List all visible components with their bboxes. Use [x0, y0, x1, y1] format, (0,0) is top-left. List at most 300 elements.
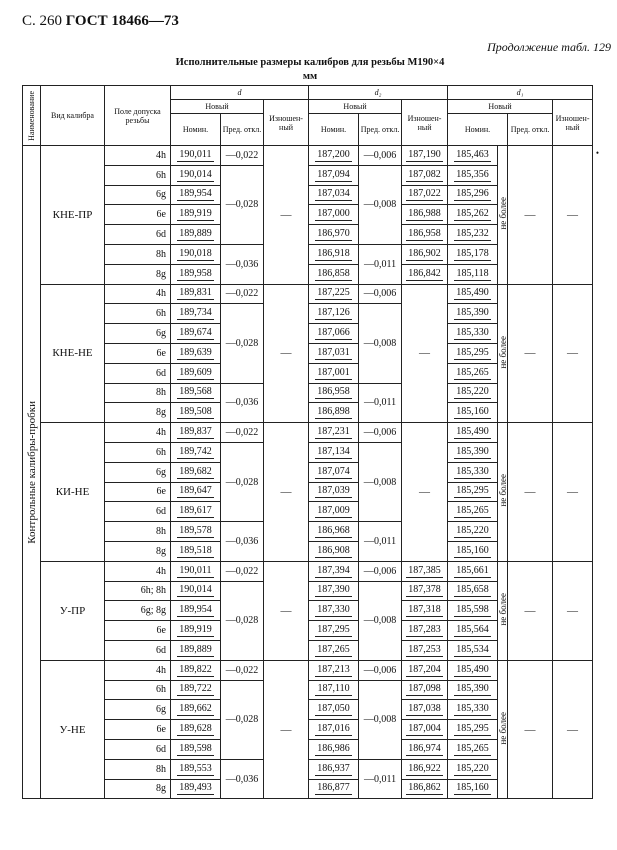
dash-value: —: [524, 723, 536, 736]
tolerance-cell: [105, 720, 171, 740]
d2-worn: [402, 284, 448, 423]
d1-nominal: [448, 739, 498, 759]
dash-value: —: [567, 208, 579, 221]
d2-nominal: [309, 343, 359, 363]
d2-nominal: [309, 482, 359, 502]
d1-value: 185,390: [456, 683, 489, 695]
d2-value: 187,126: [317, 307, 350, 319]
d2-nominal: [309, 264, 359, 284]
tolerance-value: 8h: [156, 387, 166, 399]
d-nominal: [171, 363, 221, 383]
d-deviation-value: —0,028: [225, 337, 259, 349]
col-d1: d₁: [448, 86, 593, 100]
d1-worn: [553, 561, 593, 660]
d-value: 189,958: [179, 267, 212, 279]
ne-bolee-label: не более: [498, 711, 509, 745]
d1-value: 185,178: [456, 247, 489, 259]
d-nominal: [171, 165, 221, 185]
dash-value: —: [567, 485, 579, 498]
d2-nominal: [309, 225, 359, 245]
d1-value: 185,390: [456, 445, 489, 457]
d2-value: 187,110: [317, 683, 350, 695]
tolerance-value: 6e: [156, 347, 166, 359]
d2-nominal: [309, 581, 359, 601]
d-worn: [264, 561, 309, 660]
d-value: 189,639: [179, 346, 212, 358]
gauge-kind: У-НЕ: [41, 660, 105, 799]
d-nominal: [171, 779, 221, 799]
d1-nominal: [448, 205, 498, 225]
d2-deviation: [359, 423, 402, 443]
d1-nominal: [448, 284, 498, 304]
tolerance-value: 6g: [156, 704, 166, 716]
d2-value: 187,050: [317, 703, 350, 715]
d-value: 189,553: [179, 762, 212, 774]
col-d: d: [171, 86, 309, 100]
d-value: 190,018: [179, 247, 212, 259]
d-deviation: [221, 522, 264, 562]
tolerance-cell: [105, 739, 171, 759]
d2-worn: [402, 700, 448, 720]
col-d-pred: Пред. откл.: [221, 114, 264, 146]
col-tolerance: Поле допуска резьбы: [105, 86, 171, 146]
d-deviation-value: —0,022: [225, 149, 259, 161]
d-deviation: [221, 561, 264, 581]
d2-value: 187,330: [317, 604, 350, 616]
d-value: 190,014: [179, 168, 212, 180]
d-value: 189,954: [179, 604, 212, 616]
d-value: 189,837: [179, 426, 212, 438]
gost-number: ГОСТ 18466—73: [65, 13, 179, 29]
d2-nominal: [309, 561, 359, 581]
dash-value: —: [280, 604, 292, 617]
tolerance-cell: [105, 304, 171, 324]
dash-value: —: [280, 208, 292, 221]
ne-bolee-label: не более: [498, 474, 509, 507]
d-deviation: [221, 442, 264, 521]
tolerance-value: 8h: [156, 763, 166, 775]
d2-worn-value: 186,842: [408, 267, 441, 279]
d-deviation-value: —0,028: [225, 714, 259, 726]
category-cell: [23, 146, 41, 799]
d-nominal: [171, 502, 221, 522]
d-nominal: [171, 581, 221, 601]
d2-nominal: [309, 779, 359, 799]
d-nominal: [171, 225, 221, 245]
tolerance-value: 6h: [156, 446, 166, 458]
d1-nominal: [448, 680, 498, 700]
d-value: 189,518: [179, 544, 212, 556]
d2-nominal: [309, 146, 359, 166]
dash-value: —: [524, 604, 536, 617]
d-nominal: [171, 522, 221, 542]
d2-worn-value: 187,038: [408, 703, 441, 715]
tolerance-cell: [105, 779, 171, 799]
d2-worn-value: 187,204: [408, 663, 441, 675]
table-title-main: Исполнительные размеры калибров для резьбы М190×4: [175, 57, 445, 68]
d2-deviation: [359, 304, 402, 383]
d1-value: 185,564: [456, 624, 489, 636]
tolerance-value: 4h: [156, 565, 166, 577]
d2-deviation-value: —0,011: [363, 397, 397, 409]
d2-value: 187,394: [317, 564, 350, 576]
category-label: Контрольные калибры-пробки: [25, 400, 38, 544]
d1-deviation: [508, 660, 553, 799]
d2-worn: [402, 680, 448, 700]
tolerance-cell: [105, 343, 171, 363]
d2-worn: [402, 581, 448, 601]
d2-value: 186,898: [317, 406, 350, 418]
tolerance-value: 6h; 8h: [140, 585, 166, 597]
d-value: 189,889: [179, 228, 212, 240]
d-value: 190,011: [179, 564, 212, 576]
d1-value: 185,265: [456, 742, 489, 754]
d2-worn: [402, 205, 448, 225]
tolerance-value: 8h: [156, 248, 166, 260]
d2-value: 186,918: [317, 247, 350, 259]
d-value: 189,831: [179, 287, 212, 299]
d-nominal: [171, 383, 221, 403]
d1-nominal: [448, 621, 498, 641]
d2-deviation: [359, 165, 402, 244]
d2-deviation-value: —0,006: [363, 664, 397, 676]
col-d2-worn: Изношен-ный: [402, 100, 448, 146]
d-nominal: [171, 759, 221, 779]
d1-value: 185,265: [456, 505, 489, 517]
d2-nominal: [309, 462, 359, 482]
d2-value: 187,016: [317, 723, 350, 734]
d2-nominal: [309, 383, 359, 403]
d2-worn-value: 186,902: [408, 247, 441, 259]
d1-value: 185,490: [456, 426, 489, 438]
d-nominal: [171, 264, 221, 284]
ne-bolee-cell: [498, 146, 508, 285]
col-d1-nom: Номин.: [448, 114, 508, 146]
d-value: 189,578: [179, 525, 212, 537]
d-deviation-value: —0,036: [225, 258, 259, 270]
tolerance-value: 6d: [156, 506, 166, 518]
d2-worn-value: 187,283: [408, 624, 441, 636]
d-deviation-value: —0,022: [225, 288, 259, 300]
d2-nominal: [309, 660, 359, 680]
d2-worn-value: 187,082: [408, 168, 441, 180]
d-nominal: [171, 640, 221, 660]
table-row: [23, 561, 593, 581]
d1-nominal: [448, 343, 498, 363]
d2-worn: [402, 720, 448, 740]
d-value: 189,742: [179, 445, 212, 457]
d2-value: 187,295: [317, 624, 350, 636]
d-deviation-value: —0,022: [225, 664, 259, 676]
ne-bolee-cell: [498, 561, 508, 660]
tolerance-cell: [105, 185, 171, 205]
d2-deviation-value: —0,006: [363, 427, 397, 439]
dash-value: —: [567, 723, 579, 736]
d2-worn-value: 186,988: [408, 208, 441, 220]
d2-worn: [402, 660, 448, 680]
d1-value: 185,118: [456, 267, 489, 279]
d2-nominal: [309, 522, 359, 542]
tolerance-cell: [105, 165, 171, 185]
d1-value: 185,220: [456, 525, 489, 537]
d-deviation: [221, 165, 264, 244]
d1-nominal: [448, 462, 498, 482]
d1-value: 185,390: [456, 307, 489, 319]
tolerance-cell: [105, 442, 171, 462]
d2-value: 187,200: [317, 148, 350, 160]
d-deviation: [221, 284, 264, 304]
table-head: [23, 86, 593, 146]
d1-deviation: [508, 284, 553, 423]
d2-nominal: [309, 720, 359, 740]
tolerance-cell: [105, 759, 171, 779]
d2-worn-value: 187,190: [408, 148, 441, 160]
dash-value: —: [280, 485, 292, 498]
d2-value: 187,390: [317, 584, 350, 596]
d-nominal: [171, 423, 221, 443]
ne-bolee-cell: [498, 660, 508, 799]
tolerance-value: 4h: [156, 288, 166, 300]
d2-worn: [402, 759, 448, 779]
d2-worn: [402, 640, 448, 660]
d2-deviation-value: —0,011: [363, 258, 397, 270]
d2-deviation-value: —0,006: [363, 288, 397, 300]
d-nominal: [171, 304, 221, 324]
d2-worn: [402, 185, 448, 205]
d-worn: [264, 423, 309, 562]
d2-nominal: [309, 621, 359, 641]
table-continuation: Продолжение табл. 129: [487, 40, 611, 54]
dimensions-table: [22, 85, 593, 799]
d1-nominal: [448, 541, 498, 561]
d1-nominal: [448, 522, 498, 542]
tolerance-value: 6e: [156, 486, 166, 498]
d1-nominal: [448, 759, 498, 779]
tolerance-cell: [105, 403, 171, 423]
d-value: 189,722: [179, 683, 212, 695]
d1-value: 185,356: [456, 168, 489, 180]
tolerance-value: 6h: [156, 308, 166, 320]
d2-deviation: [359, 146, 402, 166]
d-value: 189,647: [179, 485, 212, 497]
d1-worn: [553, 660, 593, 799]
tolerance-value: 8g: [156, 545, 166, 557]
d1-value: 185,296: [456, 188, 489, 200]
d-deviation: [221, 759, 264, 799]
tolerance-cell: [105, 680, 171, 700]
d2-deviation: [359, 680, 402, 759]
tolerance-cell: [105, 423, 171, 443]
d2-worn-value: 187,022: [408, 188, 441, 200]
d-value: 189,674: [179, 327, 212, 339]
d2-deviation: [359, 561, 402, 581]
dash-value: —: [524, 485, 536, 498]
d-deviation-value: —0,028: [225, 199, 259, 211]
d1-nominal: [448, 561, 498, 581]
dash-value: —: [419, 347, 431, 360]
col-d2-new: Новый: [309, 100, 402, 114]
d2-deviation: [359, 759, 402, 799]
d2-value: 186,958: [317, 386, 350, 398]
tolerance-value: 4h: [156, 149, 166, 161]
d2-worn-value: 187,378: [408, 584, 441, 596]
d1-nominal: [448, 146, 498, 166]
tolerance-cell: [105, 324, 171, 344]
gauge-kind: КИ-НЕ: [41, 423, 105, 562]
d-value: 189,734: [179, 307, 212, 319]
d-deviation-value: —0,036: [225, 535, 259, 547]
tolerance-cell: [105, 522, 171, 542]
d-nominal: [171, 541, 221, 561]
d2-nominal: [309, 403, 359, 423]
d2-worn: [402, 561, 448, 581]
d-nominal: [171, 680, 221, 700]
col-d1-new: Новый: [448, 100, 553, 114]
tolerance-cell: [105, 264, 171, 284]
d1-deviation: [508, 423, 553, 562]
d1-worn: [553, 284, 593, 423]
dash-value: —: [524, 347, 536, 360]
d2-value: 187,231: [317, 426, 350, 438]
d-nominal: [171, 343, 221, 363]
d2-deviation-value: —0,008: [363, 615, 397, 627]
d1-value: 185,262: [456, 208, 489, 220]
tolerance-cell: [105, 640, 171, 660]
d2-value: 187,066: [317, 327, 350, 339]
d2-worn-value: 187,004: [408, 723, 441, 734]
d1-worn: [553, 423, 593, 562]
d2-worn-value: 187,253: [408, 643, 441, 655]
page-header: [22, 13, 179, 30]
d2-deviation: [359, 442, 402, 521]
d2-worn: [402, 264, 448, 284]
tolerance-cell: [105, 621, 171, 641]
d-deviation-value: —0,028: [225, 476, 259, 488]
d2-value: 186,877: [317, 782, 350, 794]
tolerance-cell: [105, 660, 171, 680]
d2-value: 187,265: [317, 643, 350, 655]
d2-value: 186,937: [317, 762, 350, 774]
tolerance-cell: [105, 205, 171, 225]
d-deviation-value: —0,022: [225, 427, 259, 439]
d-nominal: [171, 442, 221, 462]
d-deviation: [221, 680, 264, 759]
d-value: 189,954: [179, 188, 212, 200]
tolerance-value: 6g: [156, 328, 166, 340]
d2-value: 187,213: [317, 663, 350, 675]
d2-worn-value: 186,958: [408, 228, 441, 240]
d-nominal: [171, 601, 221, 621]
ne-bolee-cell: [498, 284, 508, 423]
d-nominal: [171, 739, 221, 759]
tolerance-cell: [105, 244, 171, 264]
d-deviation: [221, 581, 264, 660]
d2-nominal: [309, 640, 359, 660]
d-deviation: [221, 660, 264, 680]
d2-value: 187,225: [317, 287, 350, 299]
table-body: [23, 146, 593, 799]
d-nominal: [171, 284, 221, 304]
d2-nominal: [309, 324, 359, 344]
d2-nominal: [309, 423, 359, 443]
d2-deviation-value: —0,008: [363, 714, 397, 726]
d-value: 189,609: [179, 366, 212, 378]
d1-nominal: [448, 482, 498, 502]
d2-nominal: [309, 363, 359, 383]
tolerance-cell: [105, 482, 171, 502]
d2-nominal: [309, 700, 359, 720]
d2-value: 187,001: [317, 366, 350, 378]
d-deviation: [221, 423, 264, 443]
d-value: 189,919: [179, 208, 212, 220]
d1-value: 185,295: [456, 346, 489, 358]
table-row: [23, 146, 593, 166]
gauge-kind: КНЕ-НЕ: [41, 284, 105, 423]
col-d-new: Новый: [171, 100, 264, 114]
d1-nominal: [448, 442, 498, 462]
dash-value: —: [567, 347, 579, 360]
d-nominal: [171, 205, 221, 225]
d1-nominal: [448, 264, 498, 284]
d1-nominal: [448, 225, 498, 245]
col-d1-pred: Пред. откл.: [508, 114, 553, 146]
d-deviation: [221, 244, 264, 284]
d2-nominal: [309, 759, 359, 779]
d-nominal: [171, 482, 221, 502]
d-value: 189,617: [179, 505, 212, 517]
tolerance-cell: [105, 383, 171, 403]
d1-nominal: [448, 383, 498, 403]
d-value: 189,598: [179, 742, 212, 754]
d-nominal: [171, 700, 221, 720]
d1-nominal: [448, 324, 498, 344]
tolerance-value: 8h: [156, 526, 166, 538]
d1-value: 185,490: [456, 663, 489, 675]
d1-value: 185,160: [456, 544, 489, 556]
d2-worn-value: 186,922: [408, 762, 441, 774]
d1-nominal: [448, 660, 498, 680]
d-deviation-value: —0,022: [225, 565, 259, 577]
tolerance-cell: [105, 225, 171, 245]
d2-worn: [402, 244, 448, 264]
tolerance-cell: [105, 581, 171, 601]
d2-deviation-value: —0,011: [363, 773, 397, 785]
d-value: 189,889: [179, 643, 212, 655]
tolerance-cell: [105, 601, 171, 621]
dash-value: —: [280, 723, 292, 736]
table-title-units: мм: [302, 71, 318, 82]
d1-nominal: [448, 581, 498, 601]
d-deviation: [221, 383, 264, 423]
d2-deviation-value: —0,011: [363, 535, 397, 547]
d1-nominal: [448, 244, 498, 264]
tolerance-cell: [105, 146, 171, 166]
d-value: 189,822: [179, 663, 212, 675]
d-nominal: [171, 660, 221, 680]
d-nominal: [171, 146, 221, 166]
d1-value: 185,330: [456, 327, 489, 339]
d1-nominal: [448, 700, 498, 720]
d1-nominal: [448, 502, 498, 522]
d-nominal: [171, 403, 221, 423]
d1-nominal: [448, 640, 498, 660]
dash-value: —: [419, 485, 431, 498]
tolerance-value: 6g; 8g: [140, 605, 166, 617]
tolerance-value: 8g: [156, 783, 166, 795]
d1-deviation: [508, 146, 553, 285]
col-d2-nom: Номин.: [309, 114, 359, 146]
tolerance-cell: [105, 541, 171, 561]
